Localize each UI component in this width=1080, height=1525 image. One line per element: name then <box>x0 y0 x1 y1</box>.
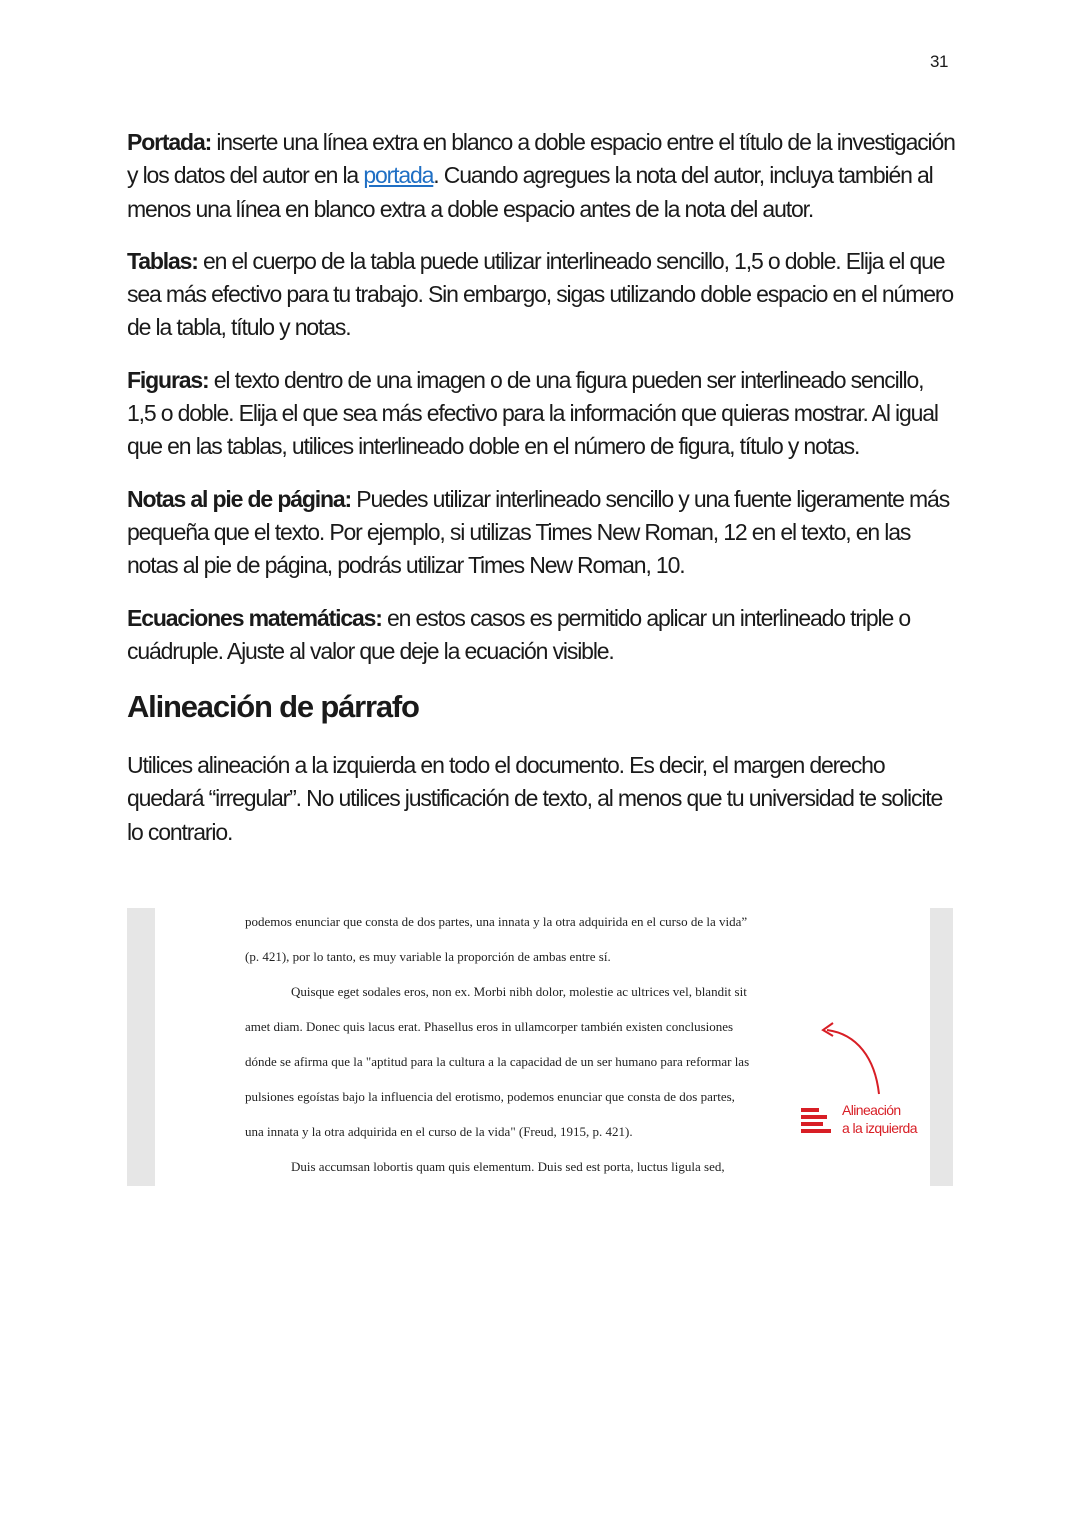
paragraph-tablas <box>127 245 957 345</box>
portada-link[interactable]: portada <box>363 162 434 189</box>
term-label: Figuras: <box>127 366 209 393</box>
paragraph-text: en estos casos es permitido aplicar un interlineado triple o cuádruple. Ajuste al valor que deje la ecuación visible. <box>127 604 910 664</box>
term-label: Ecuaciones matemáticas: <box>127 604 382 631</box>
figure-text-line: Quisque eget sodales eros, non ex. Morbi nibh dolor, molestie ac ultrices vel, blandit sit <box>291 984 747 999</box>
term-label: Portada: <box>127 129 212 155</box>
annotation-line: Alineación <box>842 1102 901 1118</box>
paragraph-text: el texto dentro de una imagen o de una figura pueden ser interlineado sencillo, 1,5 o doble. Elija el que sea más efectivo para la información que quieras mostrar. Al igual que en las tablas, utilices interlineado doble en el número de figura, título y notas. <box>127 366 938 460</box>
figure-text-line: amet diam. Donec quis lacus erat. Phasellus eros in ullamcorper también existen conclusiones <box>245 1019 734 1034</box>
paragraph-text: Puedes utilizar interlineado sencillo y una fuente ligeramente más pequeña que el texto. Por ejemplo, si utilizas Times New Roman, 12 en el texto, en las notas al pie de página, podrás utilizar Times New Roman, 10. <box>127 485 950 579</box>
paragraph-text: inserte una línea extra en blanco a doble espacio entre el título de la investigación y los datos del autor en la <box>127 129 955 189</box>
paragraph-notas <box>127 483 957 583</box>
figure-margin-right <box>930 908 953 1186</box>
paragraph-portada <box>127 126 957 226</box>
annotation-label <box>842 1101 917 1137</box>
page-number: 31 <box>930 52 948 71</box>
figure-text-line: pulsiones egoístas bajo la influencia del erotismo, podemos enunciar que consta de dos partes, <box>245 1089 735 1104</box>
paragraph-alineacion: Utilices alineación a la izquierda en todo el documento. Es decir, el margen derecho quedará “irregular”. No utilices justificación de texto, al menos que tu universidad te solicite lo contrario. <box>127 752 943 845</box>
figure-text-line: podemos enunciar que consta de dos partes, una innata y la otra adquirida en el curso de la vida” <box>245 914 748 929</box>
paragraph-figuras <box>127 364 957 464</box>
paragraph-text: en el cuerpo de la tabla puede utilizar interlineado sencillo, 1,5 o doble. Elija el que sea más efectivo para tu trabajo. Sin embargo, sigas utilizando doble espacio en el número de la tabla, título y notas. <box>127 247 953 341</box>
figure-text-line: una innata y la otra adquirida en el curso de la vida" (Freud, 1915, p. 421). <box>245 1124 633 1139</box>
term-label: Tablas: <box>127 247 198 274</box>
annotation-line: a la izquierda <box>842 1120 917 1136</box>
section-heading: Alineación de párrafo <box>127 689 419 725</box>
figure-margin-left <box>127 908 155 1186</box>
figure-text-line: (p. 421), por lo tanto, es muy variable la proporción de ambas entre sí. <box>245 949 611 964</box>
example-figure <box>127 908 953 1186</box>
figure-text-line: Duis accumsan lobortis quam quis elementum. Duis sed est porta, luctus ligula sed, <box>291 1159 725 1174</box>
term-label: Notas al pie de página: <box>127 485 352 512</box>
figure-text-line: dónde se afirma que la "aptitud para la cultura a la capacidad de un ser humano para reformar las <box>245 1054 750 1069</box>
paragraph-text: . Cuando agregues la nota del autor, incluya también al menos una línea en blanco extra a doble espacio antes de la nota del autor. <box>127 162 933 222</box>
paragraph-ecuaciones <box>127 602 957 669</box>
align-left-icon <box>801 1108 835 1134</box>
document-body <box>127 126 957 868</box>
curved-arrow-icon <box>817 1018 887 1098</box>
